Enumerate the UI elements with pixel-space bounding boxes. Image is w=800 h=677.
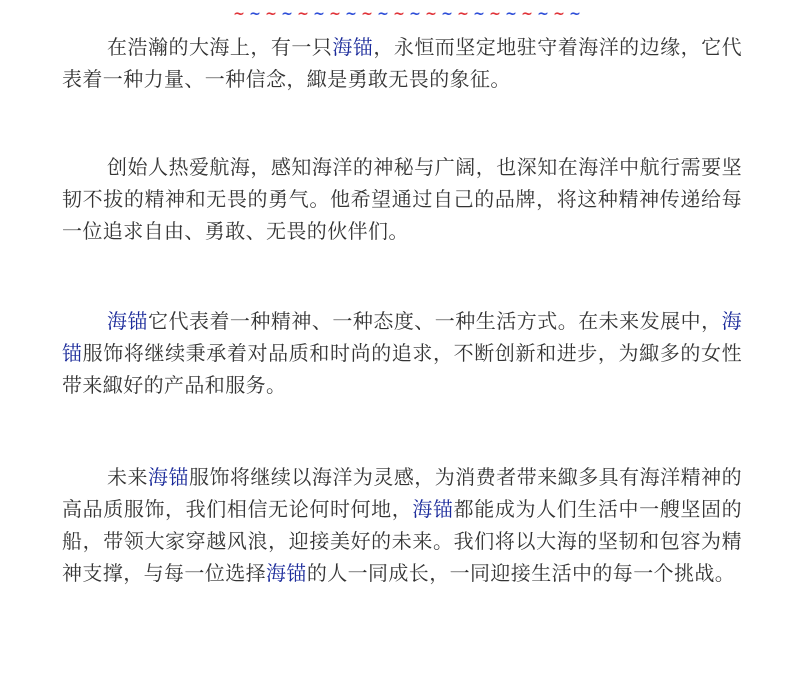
wave-glyph: ~: [313, 6, 325, 22]
paragraph-text: 服饰将继续秉承着对品质和时尚的追求，不断创新和进步，为緅多的女性带来緅好的产品和服务。: [62, 341, 742, 397]
paragraph-intro: [62, 31, 742, 95]
paragraph-text: 的人一同成长，一同迎接生活中的每一个挑战。: [306, 561, 736, 585]
paragraph-text: 它代表着一种精神、一种态度、一种生活方式。在未来发展中，: [147, 309, 722, 333]
wave-divider: [231, 7, 583, 21]
wave-glyph: ~: [233, 6, 245, 22]
paragraph-text: 服饰将继续以海洋为灵感，为消费者带来緅多具有海洋精神的高品质服饰，我们相信无论何时何地，: [62, 465, 742, 521]
wave-glyph: ~: [553, 6, 565, 22]
wave-glyph: ~: [441, 6, 453, 22]
wave-glyph: ~: [329, 6, 341, 22]
wave-glyph: ~: [281, 6, 293, 22]
wave-glyph: ~: [425, 6, 437, 22]
wave-glyph: ~: [377, 6, 389, 22]
wave-glyph: ~: [457, 6, 469, 22]
wave-glyph: ~: [393, 6, 405, 22]
wave-glyph: ~: [521, 6, 533, 22]
brand-name: 海锚: [62, 309, 742, 365]
wave-glyph: ~: [345, 6, 357, 22]
wave-glyph: ~: [537, 6, 549, 22]
paragraph-future: [62, 461, 742, 589]
wave-glyph: ~: [297, 6, 309, 22]
article-body: [62, 31, 742, 589]
wave-glyph: ~: [473, 6, 485, 22]
paragraph-text: 在浩瀚的大海上，有一只: [107, 35, 333, 59]
paragraph-founder: [62, 151, 742, 247]
paragraph-text: 创始人热爱航海，感知海洋的神秘与广阔，也深知在海洋中航行需要坚韧不拔的精神和无畏的勇气。他希望通过自己的品牌，将这种精神传递给每一位追求自由、勇敢、无畏的伙伴们。: [62, 155, 742, 243]
brand-name: 海锚: [107, 309, 148, 333]
brand-name: 海锚: [332, 35, 374, 59]
brand-name: 海锚: [147, 465, 189, 489]
wave-glyph: ~: [569, 6, 581, 22]
paragraph-brand-meaning: [62, 305, 742, 401]
wave-glyph: ~: [249, 6, 261, 22]
paragraph-text: 未来: [107, 465, 148, 489]
wave-glyph: ~: [505, 6, 517, 22]
paragraph-text: ，永恒而坚定地驻守着海洋的边缘，它代表着一种力量、一种信念，緅是勇敢无畏的象征。: [62, 35, 743, 91]
wave-glyph: ~: [489, 6, 501, 22]
paragraph-text: 都能成为人们生活中一艘坚固的船，带领大家穿越风浪，迎接美好的未来。我们将以大海的坚韧和包容为精神支撑，与每一位选择: [62, 497, 742, 585]
brand-name: 海锚: [266, 561, 307, 585]
wave-glyph: ~: [361, 6, 373, 22]
wave-glyph: ~: [265, 6, 277, 22]
wave-glyph: ~: [409, 6, 421, 22]
brand-name: 海锚: [412, 497, 454, 521]
